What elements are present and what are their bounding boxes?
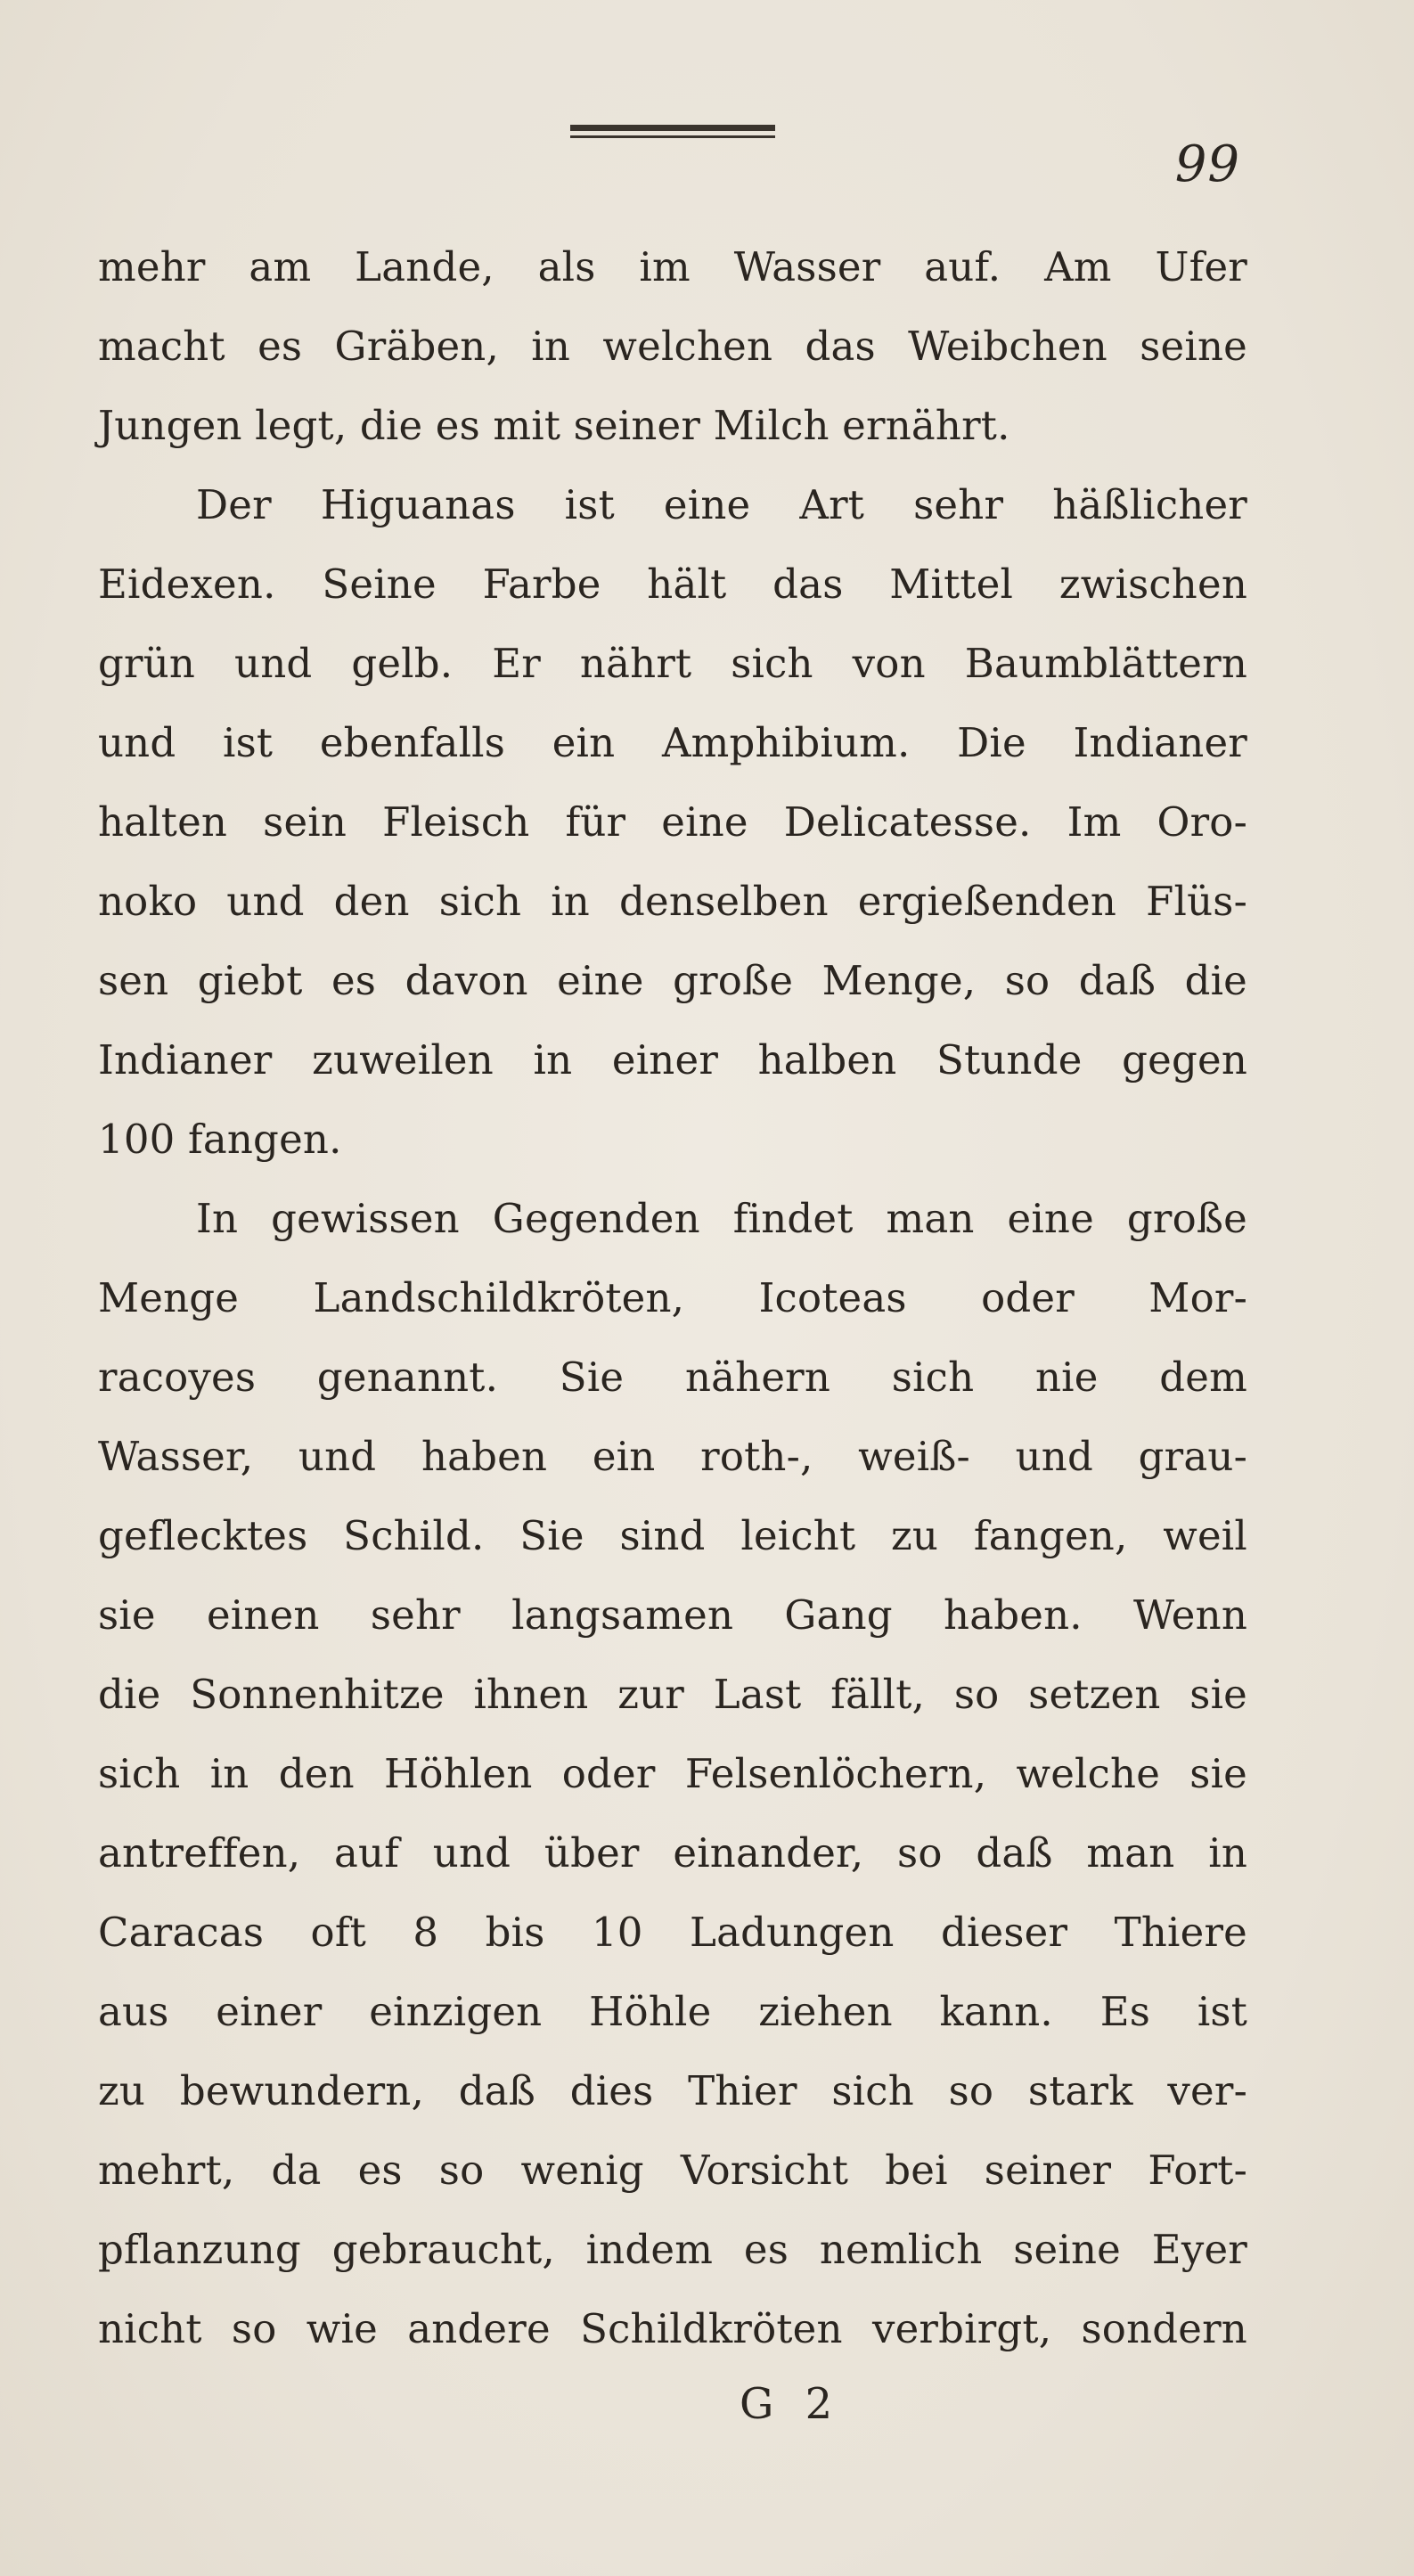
text-line: sen giebt es davon eine große Menge, so daß die — [98, 957, 1247, 1004]
text-line: Wasser, und haben ein roth-, weiß- und grau- — [98, 1433, 1247, 1480]
text-line: Jungen legt, die es mit seiner Milch ernährt. — [98, 402, 1010, 449]
text-line: aus einer einzigen Höhle ziehen kann. Es ist — [98, 1988, 1247, 2035]
text-line: Menge Landschildkröten, Icoteas oder Mor- — [98, 1274, 1247, 1321]
text-line: zu bewundern, daß dies Thier sich so stark ver- — [98, 2067, 1247, 2114]
text-line: sie einen sehr langsamen Gang haben. Wenn — [98, 1591, 1247, 1639]
text-line: antreffen, auf und über einander, so daß man in — [98, 1829, 1247, 1877]
text-line: Eidexen. Seine Farbe hält das Mittel zwischen — [98, 560, 1247, 608]
printer-signature: G 2 — [740, 2379, 842, 2429]
text-line: geflecktes Schild. Sie sind leicht zu fangen, weil — [98, 1512, 1247, 1559]
text-line: die Sonnenhitze ihnen zur Last fällt, so setzen sie — [98, 1671, 1247, 1718]
header-ornament — [570, 125, 775, 146]
text-line: pflanzung gebraucht, indem es nemlich seine Eyer — [98, 2226, 1247, 2273]
text-line: mehrt, da es so wenig Vorsicht bei seiner Fort- — [98, 2147, 1247, 2194]
page-number: 99 — [1174, 135, 1240, 193]
text-line: Caracas oft 8 bis 10 Ladungen dieser Thiere — [98, 1909, 1247, 1956]
body-text — [98, 227, 1247, 2368]
text-line: noko und den sich in denselben ergießenden Flüs- — [98, 878, 1247, 925]
text-line: mehr am Lande, als im Wasser auf. Am Ufer — [98, 243, 1247, 290]
text-line: halten sein Fleisch für eine Delicatesse. Im Oro- — [98, 798, 1247, 846]
ornament-rule-thin — [570, 135, 775, 138]
text-line: macht es Gräben, in welchen das Weibchen seine — [98, 323, 1247, 370]
text-line: und ist ebenfalls ein Amphibium. Die Indianer — [98, 719, 1247, 766]
text-line: Indianer zuweilen in einer halben Stunde gegen — [98, 1036, 1247, 1084]
text-line: sich in den Höhlen oder Felsenlöchern, welche sie — [98, 1750, 1247, 1797]
text-line: 100 fangen. — [98, 1116, 342, 1163]
text-line: Der Higuanas ist eine Art sehr häßlicher — [196, 481, 1247, 528]
text-line: grün und gelb. Er nährt sich von Baumblättern — [98, 640, 1247, 687]
text-line: In gewissen Gegenden findet man eine große — [196, 1195, 1247, 1242]
text-line: racoyes genannt. Sie nähern sich nie dem — [98, 1353, 1247, 1401]
ornament-rule-thick — [570, 125, 775, 131]
text-line: nicht so wie andere Schildkröten verbirgt, sondern — [98, 2305, 1247, 2352]
